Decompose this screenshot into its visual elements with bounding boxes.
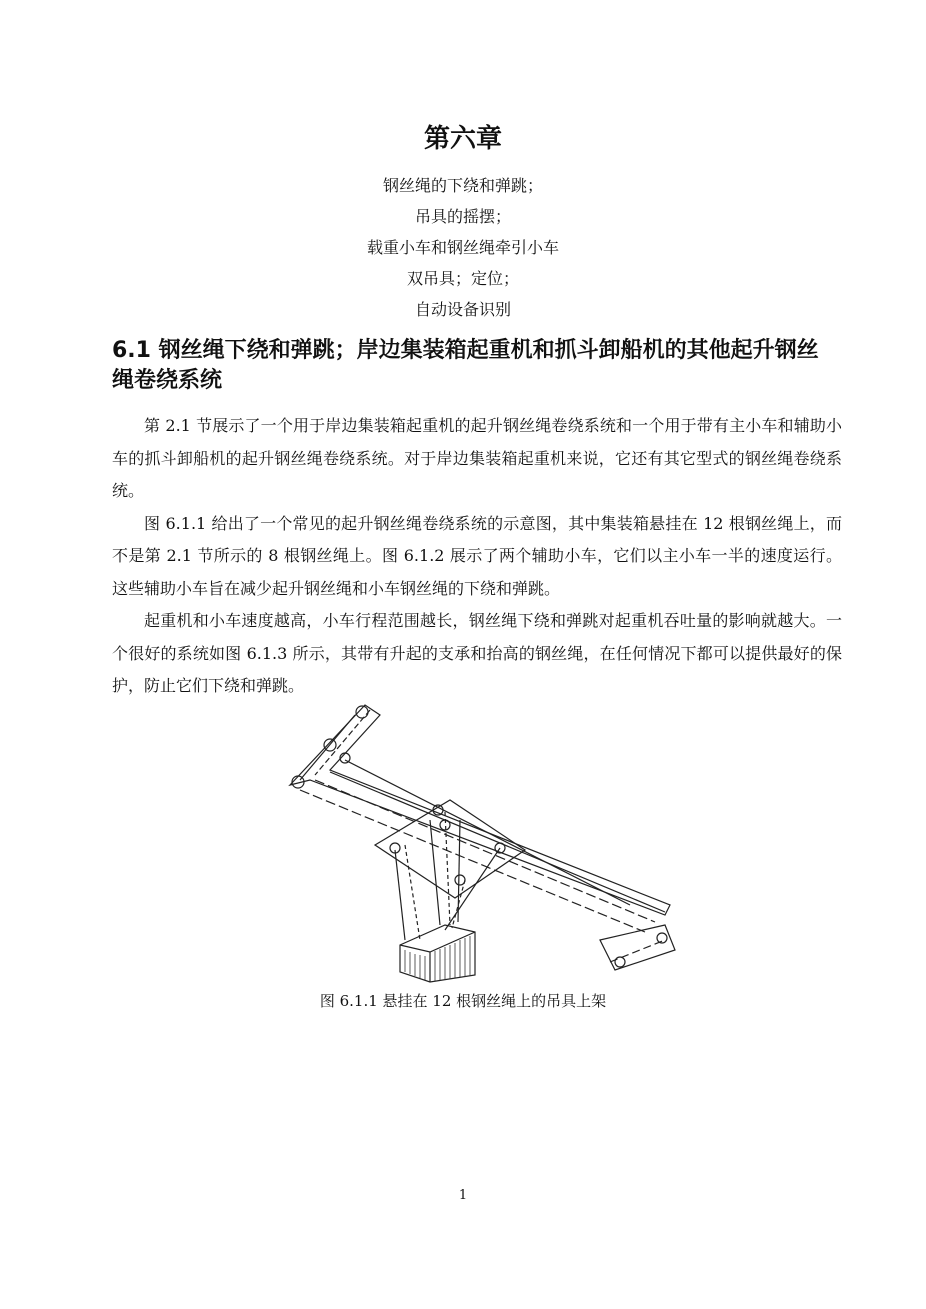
subtopic-item: 吊具的摇摆； [414,207,511,226]
body-text [112,410,842,703]
rope-reeving-diagram [270,700,710,985]
subtopic-item: 自动设备识别 [414,300,511,319]
subtopic-item: 载重小车和钢丝绳牵引小车 [366,238,559,257]
rope-reeving-figure [270,700,710,985]
paragraph: 图 6.1.1 给出了一个常见的起升钢丝绳卷绕系统的示意图，其中集装箱悬挂在 12 根钢丝绳上，而不是第 2.1 节所示的 8 根钢丝绳上。图 6.1.2 展示了两个辅助小车，它们以主小车一半的速度运行。这些辅助小车旨在减少起升钢丝绳和小车钢丝绳的下绕和弹跳。 [112,513,842,598]
page-number: 1 [458,1188,468,1203]
paragraph: 第 2.1 节展示了一个用于岸边集装箱起重机的起升钢丝绳卷绕系统和一个用于带有主小车和辅助小车的抓斗卸船机的起升钢丝绳卷绕系统。对于岸边集装箱起重机来说，它还有其它型式的钢丝绳卷绕系统。 [112,416,842,500]
section-heading: 6.1 钢丝绳下绕和弹跳；岸边集装箱起重机和抓斗卸船机的其他起升钢丝绳卷绕系统 [112,338,819,393]
subtopic-item: 钢丝绳的下绕和弹跳； [382,176,543,195]
figure-caption: 图 6.1.1 悬挂在 12 根钢丝绳上的吊具上架 [319,992,607,1010]
chapter-subtopics [0,174,926,329]
chapter-title: 第六章 [423,124,502,154]
subtopic-item: 双吊具；定位； [406,269,519,288]
paragraph: 起重机和小车速度越高，小车行程范围越长，钢丝绳下绕和弹跳对起重机吞吐量的影响就越大。一个很好的系统如图 6.1.3 所示，其带有升起的支承和抬高的钢丝绳，在任何情况下都可以提供最好的保护，防止它们下绕和弹跳。 [112,611,842,695]
